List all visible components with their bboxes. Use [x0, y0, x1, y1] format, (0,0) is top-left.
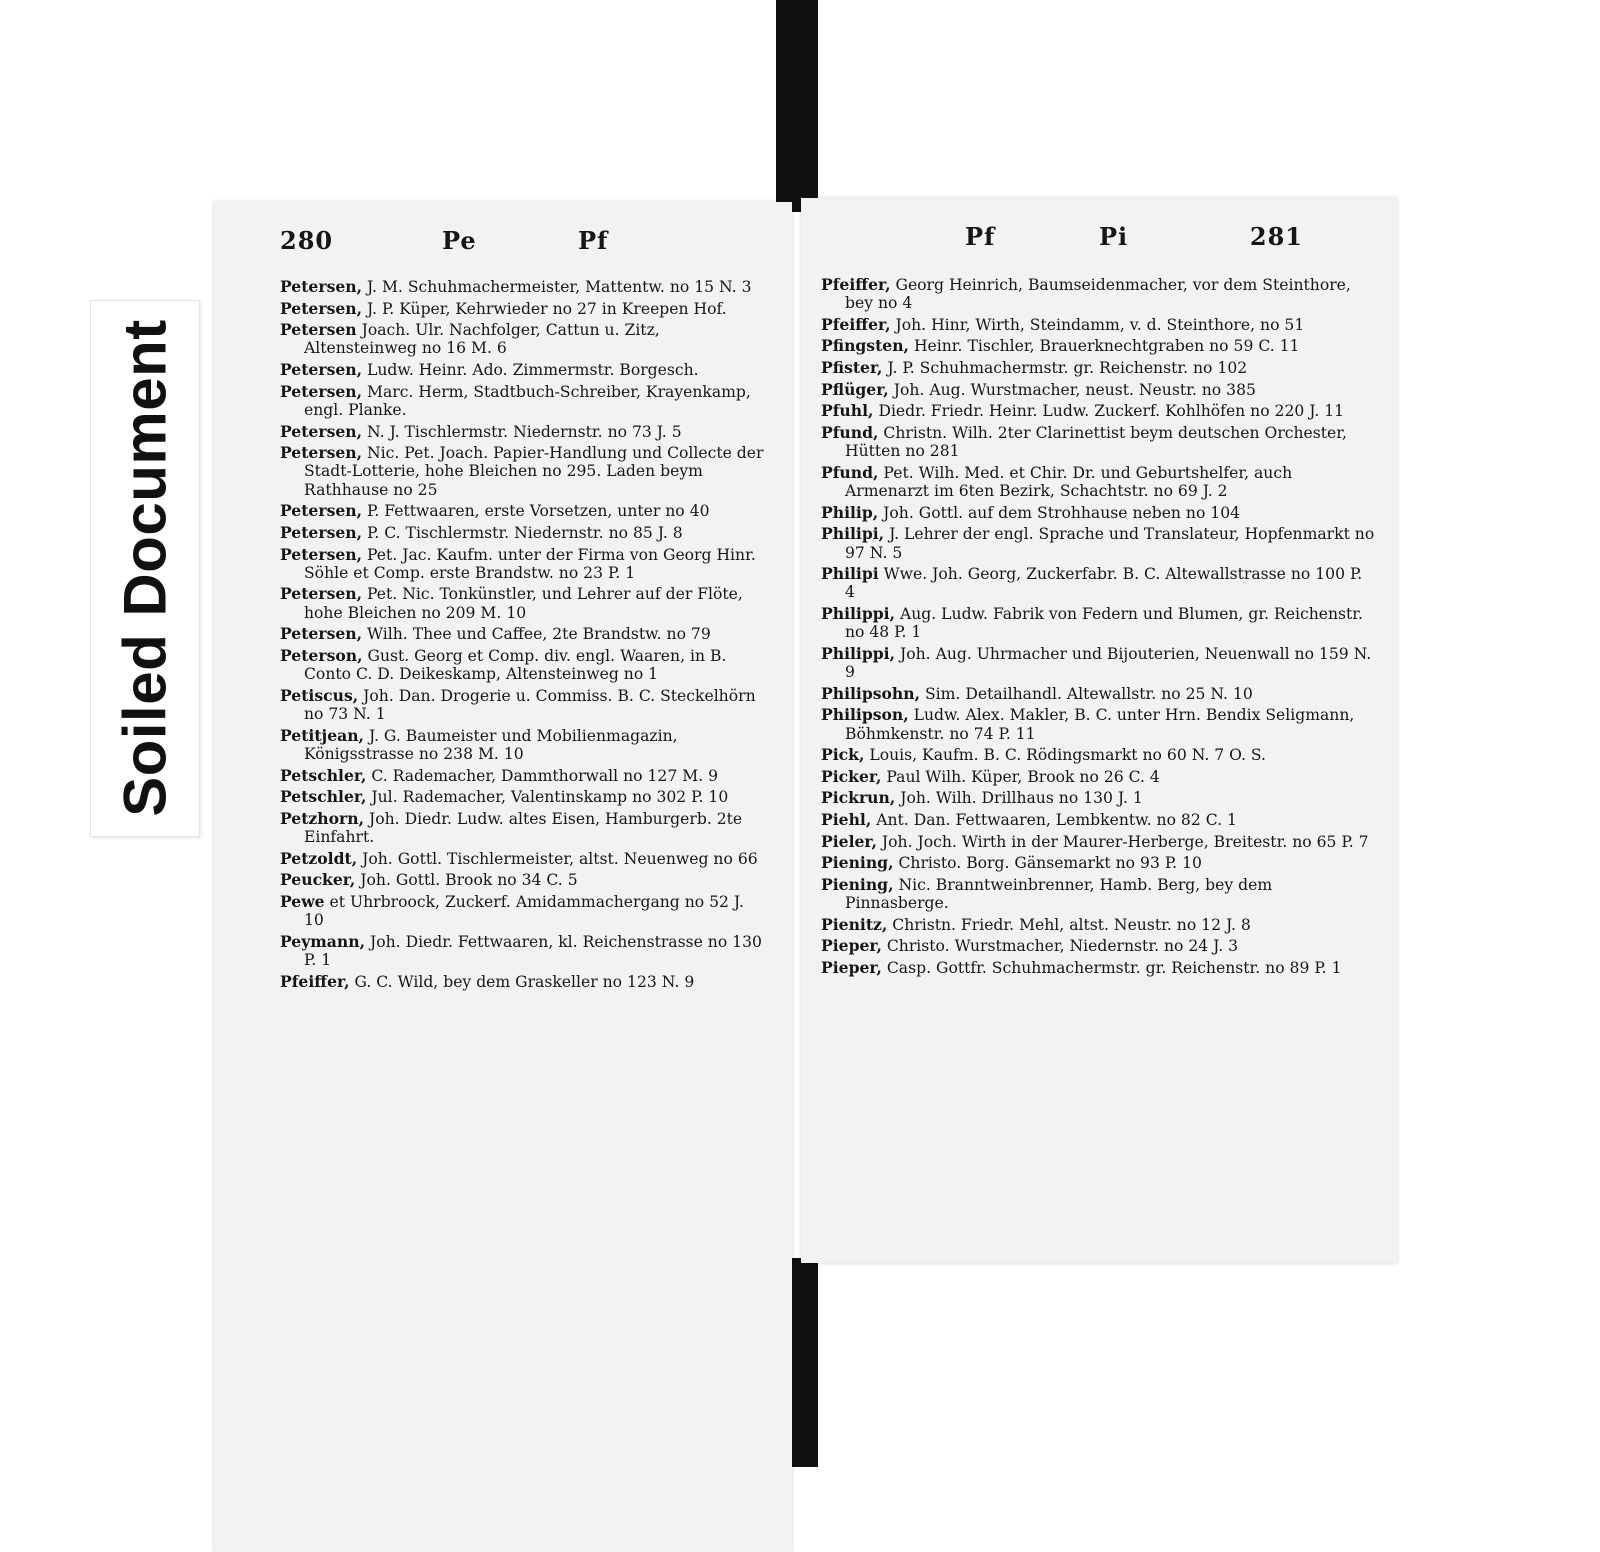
directory-entry [280, 278, 766, 296]
entry-name: Petschler, [280, 765, 367, 785]
entry-name: Pieper, [821, 936, 882, 956]
entry-detail: Christo. Wurstmacher, Niedernstr. no 24 J. 3 [886, 937, 1239, 956]
directory-entry [280, 788, 766, 806]
entry-detail: Pet. Nic. Tonkünstler, und Lehrer auf der Flöte, hohe Bleichen no 209 M. 10 [304, 585, 743, 622]
entry-name: Piening, [821, 874, 894, 894]
directory-entry [280, 383, 766, 420]
entry-name: Petersen, [280, 360, 363, 380]
entry-name: Petersen, [280, 381, 363, 401]
entry-detail: J. P. Küper, Kehrwieder no 27 in Kreepen Hof. [367, 299, 727, 318]
directory-entry [280, 933, 766, 970]
entry-detail: Joh. Gottl. auf dem Strohhause neben no 104 [883, 503, 1241, 522]
entry-detail: Joh. Gottl. Brook no 34 C. 5 [360, 871, 578, 890]
entry-detail: Christo. Borg. Gänsemarkt no 93 P. 10 [898, 854, 1202, 873]
entry-name: Pick, [821, 745, 865, 765]
entry-detail: P. C. Tischlermstr. Niedernstr. no 85 J. 8 [367, 523, 683, 542]
entry-name: Pickrun, [821, 788, 896, 808]
entry-name: Pfingsten, [821, 336, 909, 356]
entry-detail: J. G. Baumeister und Mobilienmagazin, Königsstrasse no 238 M. 10 [304, 726, 678, 763]
entry-name: Petschler, [280, 787, 367, 807]
entry-name: Pfund, [821, 462, 879, 482]
entry-detail: Joh. Wilh. Drillhaus no 130 J. 1 [900, 789, 1143, 808]
directory-entry [821, 876, 1375, 913]
left-page [214, 202, 792, 1552]
entry-detail: Marc. Herm, Stadtbuch-Schreiber, Krayenkamp, engl. Planke. [304, 382, 751, 419]
entry-detail: Sim. Detailhandl. Altewallstr. no 25 N. 10 [925, 684, 1253, 703]
entry-detail: Gust. Georg et Comp. div. engl. Waaren, in B. Conto C. D. Deikeskamp, Altensteinweg no 1 [304, 646, 727, 684]
entry-detail: Joh. Hinr, Wirth, Steindamm, v. d. Steinthore, no 51 [895, 315, 1305, 334]
entry-detail: Casp. Gottfr. Schuhmachermstr. gr. Reichenstr. no 89 P. 1 [886, 958, 1342, 977]
entry-name: Pfeiffer, [280, 971, 350, 991]
entry-name: Pewe [280, 891, 325, 911]
entry-name: Philipsohn, [821, 683, 921, 703]
entry-name: Petzhorn, [280, 808, 365, 828]
directory-entry [280, 687, 766, 724]
directory-entry [280, 647, 766, 684]
directory-entry [821, 854, 1375, 872]
entry-name: Peymann, [280, 931, 365, 951]
entry-name: Petersen, [280, 277, 363, 296]
entry-detail: Christn. Friedr. Mehl, altst. Neustr. no 12 J. 8 [892, 915, 1251, 934]
entry-detail: Georg Heinrich, Baumseidenmacher, vor dem Steinthore, bey no 4 [845, 276, 1351, 313]
entry-detail: Joh. Dan. Drogerie u. Commiss. B. C. Steckelhörn no 73 N. 1 [304, 686, 756, 724]
directory-entry [821, 789, 1375, 807]
directory-entry [280, 300, 766, 318]
entry-detail: P. Fettwaaren, erste Vorsetzen, unter no 40 [367, 502, 710, 521]
directory-entry [821, 768, 1375, 786]
entry-detail: Joh. Joch. Wirth in der Maurer-Herberge, Breitestr. no 65 P. 7 [881, 832, 1369, 851]
directory-entry [280, 625, 766, 643]
directory-entry [821, 359, 1375, 377]
directory-entry [821, 316, 1375, 334]
entry-detail: Joh. Aug. Uhrmacher und Bijouterien, Neuenwall no 159 N. 9 [845, 644, 1372, 682]
entry-name: Petersen, [280, 298, 363, 318]
entry-detail: Ant. Dan. Fettwaaren, Lembkentw. no 82 C. 1 [876, 811, 1237, 830]
directory-entry [821, 337, 1375, 355]
directory-entry [280, 727, 766, 764]
entry-name: Piehl, [821, 810, 872, 830]
right-entry-list [821, 276, 1375, 981]
directory-entry [280, 321, 766, 358]
directory-entry [821, 916, 1375, 934]
directory-entry [280, 893, 766, 930]
directory-entry [821, 605, 1375, 642]
entry-detail: et Uhrbroock, Zuckerf. Amidammachergang no 52 J. 10 [304, 892, 744, 930]
entry-name: Petersen, [280, 522, 363, 542]
entry-detail: Joach. Ulr. Nachfolger, Cattun u. Zitz, Altensteinweg no 16 M. 6 [304, 321, 660, 358]
soiled-document-text: Soiled Document [111, 319, 179, 817]
left-page-number: 280 [280, 226, 334, 255]
directory-entry [821, 706, 1375, 743]
entry-name: Petersen [280, 320, 357, 340]
entry-name: Peterson, [280, 645, 363, 665]
right-running-head [801, 222, 1397, 256]
directory-entry [821, 464, 1375, 501]
left-running-head [214, 226, 792, 260]
directory-entry [821, 381, 1375, 399]
soiled-document-label [90, 300, 200, 837]
entry-detail: J. Lehrer der engl. Sprache und Translateur, Hopfenmarkt no 97 N. 5 [845, 525, 1375, 562]
entry-name: Petersen, [280, 544, 363, 564]
entry-name: Pflüger, [821, 379, 889, 399]
entry-name: Picker, [821, 766, 882, 786]
directory-entry [280, 423, 766, 441]
left-head-letters-1: Pe [442, 226, 477, 255]
entry-detail: Ludw. Heinr. Ado. Zimmermstr. Borgesch. [367, 361, 699, 380]
entry-detail: Heinr. Tischler, Brauerknechtgraben no 59 C. 11 [913, 337, 1300, 356]
directory-entry [280, 767, 766, 785]
directory-entry [280, 850, 766, 868]
binding-spine-top [776, 0, 818, 212]
entry-detail: Joh. Diedr. Ludw. altes Eisen, Hamburgerb. 2te Einfahrt. [304, 809, 743, 847]
entry-name: Philippi, [821, 604, 895, 624]
entry-name: Philipi [821, 564, 879, 584]
directory-entry [280, 444, 766, 499]
entry-name: Philip, [821, 502, 879, 522]
right-head-letters-1: Pf [965, 222, 996, 251]
entry-name: Pfeiffer, [821, 314, 891, 334]
entry-detail: Christn. Wilh. 2ter Clarinettist beym deutschen Orchester, Hütten no 281 [845, 423, 1347, 461]
entry-name: Pfund, [821, 422, 879, 442]
entry-detail: Jul. Rademacher, Valentinskamp no 302 P. 10 [371, 788, 729, 807]
entry-name: Philippi, [821, 643, 895, 663]
entry-detail: Paul Wilh. Küper, Brook no 26 C. 4 [886, 767, 1160, 786]
entry-detail: Nic. Pet. Joach. Papier-Handlung und Collecte der Stadt-Lotterie, hohe Bleichen no 295. Laden beym Rathhause no 25 [304, 444, 764, 499]
entry-detail: G. C. Wild, bey dem Graskeller no 123 N. 9 [354, 972, 695, 991]
directory-entry [821, 811, 1375, 829]
entry-detail: Louis, Kaufm. B. C. Rödingsmarkt no 60 N. 7 O. S. [869, 746, 1267, 765]
directory-entry [821, 565, 1375, 602]
directory-entry [821, 685, 1375, 703]
entry-name: Petitjean, [280, 725, 364, 745]
entry-name: Pfister, [821, 358, 883, 378]
directory-entry [821, 402, 1375, 420]
entry-detail: N. J. Tischlermstr. Niedernstr. no 73 J. 5 [367, 422, 682, 441]
entry-detail: Joh. Aug. Wurstmacher, neust. Neustr. no 385 [893, 380, 1256, 399]
directory-entry [280, 546, 766, 583]
entry-detail: C. Rademacher, Dammthorwall no 127 M. 9 [371, 766, 719, 785]
directory-entry [821, 424, 1375, 461]
directory-entry [821, 525, 1375, 562]
entry-detail: Aug. Ludw. Fabrik von Federn und Blumen, gr. Reichenstr. no 48 P. 1 [845, 605, 1363, 642]
entry-name: Philipi, [821, 524, 885, 544]
entry-name: Petersen, [280, 501, 363, 521]
directory-entry [821, 959, 1375, 977]
directory-entry [821, 645, 1375, 682]
right-page [801, 198, 1397, 1263]
directory-entry [821, 746, 1375, 764]
entry-name: Pienitz, [821, 914, 888, 934]
directory-entry [280, 585, 766, 622]
directory-entry [821, 276, 1375, 313]
entry-name: Petersen, [280, 421, 363, 441]
left-head-letters-2: Pf [578, 226, 609, 255]
entry-detail: Wwe. Joh. Georg, Zuckerfabr. B. C. Altewallstrasse no 100 P. 4 [845, 565, 1363, 602]
directory-entry [280, 502, 766, 520]
entry-detail: J. P. Schuhmachermstr. gr. Reichenstr. no 102 [887, 359, 1248, 378]
directory-entry [280, 871, 766, 889]
directory-entry [821, 937, 1375, 955]
entry-name: Pfeiffer, [821, 275, 891, 294]
entry-name: Petersen, [280, 624, 363, 644]
entry-detail: Pet. Jac. Kaufm. unter der Firma von Georg Hinr. Söhle et Comp. erste Brandstw. no 23 P. 1 [304, 545, 756, 582]
entry-name: Piening, [821, 853, 894, 873]
entry-name: Petiscus, [280, 685, 359, 705]
directory-entry [280, 810, 766, 847]
directory-entry [821, 504, 1375, 522]
directory-entry [821, 833, 1375, 851]
right-page-number: 281 [1249, 222, 1303, 251]
directory-entry [280, 524, 766, 542]
entry-name: Petzoldt, [280, 848, 358, 868]
entry-name: Philipson, [821, 705, 909, 725]
entry-name: Pieper, [821, 957, 882, 977]
entry-name: Pieler, [821, 831, 877, 851]
entry-detail: Wilh. Thee und Caffee, 2te Brandstw. no 79 [367, 625, 711, 644]
entry-name: Pfuhl, [821, 401, 874, 421]
entry-name: Peucker, [280, 870, 356, 890]
entry-detail: Ludw. Alex. Makler, B. C. unter Hrn. Bendix Seligmann, Böhmkenstr. no 74 P. 11 [845, 706, 1355, 743]
entry-name: Petersen, [280, 584, 363, 604]
right-head-letters-2: Pi [1099, 222, 1129, 251]
entry-detail: Joh. Gottl. Tischlermeister, altst. Neuenweg no 66 [362, 849, 758, 868]
entry-detail: Diedr. Friedr. Heinr. Ludw. Zuckerf. Kohlhöfen no 220 J. 11 [878, 402, 1345, 421]
entry-detail: Nic. Branntweinbrenner, Hamb. Berg, bey dem Pinnasberge. [845, 875, 1273, 913]
left-entry-list [280, 278, 766, 994]
entry-detail: Joh. Diedr. Fettwaaren, kl. Reichenstrasse no 130 P. 1 [304, 932, 762, 970]
entry-detail: J. M. Schuhmachermeister, Mattentw. no 15 N. 3 [367, 278, 752, 296]
directory-entry [280, 361, 766, 379]
entry-detail: Pet. Wilh. Med. et Chir. Dr. und Geburtshelfer, auch Armenarzt im 6ten Bezirk, Schachtstr. no 69 J. 2 [845, 463, 1293, 501]
entry-name: Petersen, [280, 443, 363, 463]
directory-entry [280, 973, 766, 991]
